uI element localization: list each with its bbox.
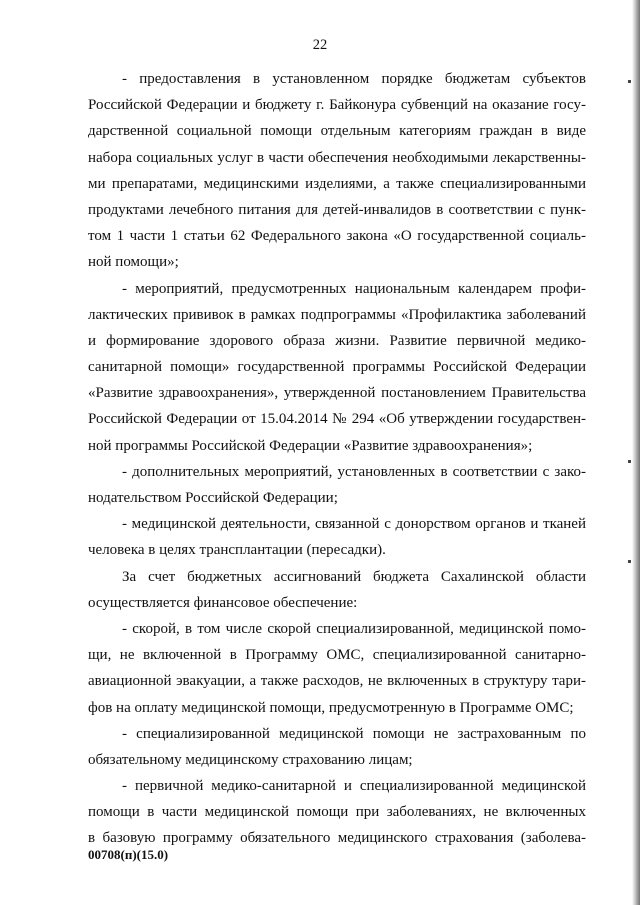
paragraph <box>88 564 586 616</box>
text-line: За счет бюджетных ассигнований бюджета Сахалинской области <box>122 568 586 585</box>
text-line: - дополнительных мероприятий, установленных в соответствии с зако- <box>122 463 586 480</box>
text-line: обязательному медицинскому страхованию лицам; <box>88 751 413 768</box>
text-line: помощи в части медицинской помощи при заболеваниях, не включенных <box>88 804 586 821</box>
text-line: дарственной социальной помощи отдельным категориям граждан в виде <box>88 123 586 140</box>
paragraph <box>88 66 586 276</box>
text-line: продуктами лечебного питания для детей-инвалидов в соответствии с пунк- <box>88 201 586 218</box>
text-line: набора социальных услуг в части обеспечения необходимыми лекарственны- <box>88 149 586 166</box>
paragraph <box>88 721 586 773</box>
scan-artifact <box>628 80 631 83</box>
paragraph <box>88 276 586 459</box>
text-line: - скорой, в том числе скорой специализированной, медицинской помо- <box>122 620 586 637</box>
document-code: 00708(п)(15.0) <box>88 847 169 862</box>
paragraph <box>88 511 586 563</box>
text-line: - первичной медико-санитарной и специализированной медицинской <box>122 778 586 795</box>
text-line: в базовую программу обязательного медицинского страхования (заболева- <box>88 830 586 847</box>
text-line: человека в целях трансплантации (пересадки). <box>88 542 386 559</box>
text-line: и формирование здорового образа жизни. Развитие первичной медико- <box>88 332 586 349</box>
text-line: - специализированной медицинской помощи не застрахованным по <box>122 725 586 742</box>
text-line: фов на оплату медицинской помощи, предусмотренную в Программе ОМС; <box>88 699 574 716</box>
scan-artifact <box>628 460 631 463</box>
text-line: ной программы Российской Федерации «Развитие здравоохранения»; <box>88 437 533 454</box>
paragraph <box>88 773 586 852</box>
text-line: ной помощи»; <box>88 254 179 271</box>
text-line: - предоставления в установленном порядке бюджетам субъектов <box>122 71 586 87</box>
text-line: лактических прививок в рамках подпрограммы «Профилактика заболеваний <box>88 306 586 323</box>
text-line: том 1 части 1 статьи 62 Федерального закона «О государственной социаль- <box>88 228 586 245</box>
text-line: нодательством Российской Федерации; <box>88 490 338 506</box>
paragraph <box>88 616 586 721</box>
document-body <box>88 66 586 852</box>
text-line: - медицинской деятельности, связанной с донорством органов и тканей <box>122 516 586 533</box>
text-line: авиационной эвакуации, а также расходов, не включенных в структуру тари- <box>88 673 586 690</box>
text-line: ми препаратами, медицинскими изделиями, а также специализированными <box>88 175 586 192</box>
text-line: - мероприятий, предусмотренных национальным календарем профи- <box>122 280 586 297</box>
page-number: 22 <box>312 37 328 53</box>
scan-artifact <box>628 560 631 563</box>
text-line: санитарной помощи» государственной программы Российской Федерации <box>88 359 586 376</box>
text-line: «Развитие здравоохранения», утвержденной постановлением Правительства <box>88 385 586 402</box>
text-line: Российской Федерации от 15.04.2014 № 294 «Об утверждении государствен- <box>88 411 586 428</box>
text-line: осуществляется финансовое обеспечение: <box>88 594 358 611</box>
scan-edge-shadow <box>632 0 640 905</box>
text-line: Российской Федерации и бюджету г. Байконура субвенций на оказание госу- <box>88 97 586 114</box>
paragraph <box>88 459 586 511</box>
text-line: щи, не включенной в Программу ОМС, специализированной санитарно- <box>88 647 586 664</box>
